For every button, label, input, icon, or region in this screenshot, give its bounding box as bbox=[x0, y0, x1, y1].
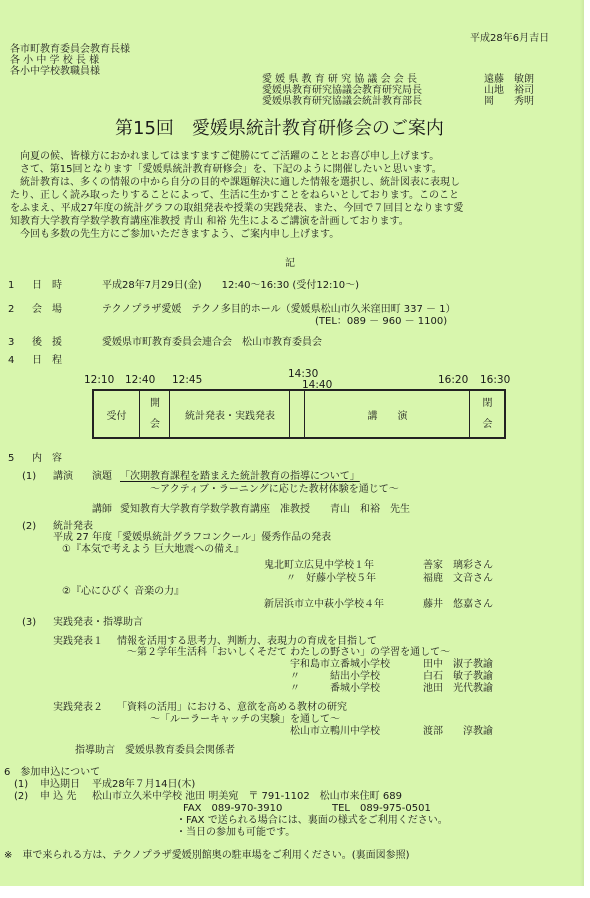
sender-title-2: 愛媛県教育研究協議会教育研究局長 bbox=[262, 85, 422, 96]
time-1210: 12:10 bbox=[84, 374, 115, 386]
schedule-opening-2: 会 bbox=[150, 419, 160, 430]
schedule-opening bbox=[139, 391, 170, 437]
parking-footnote: ※ 車で来られる方は、テクノプラザ愛媛別館奥の駐車場をご利用ください。(裏面図参照) bbox=[4, 850, 410, 861]
apply-note-1: ・FAX で送られる場合には、裏面の様式をご利用ください。 bbox=[176, 815, 448, 826]
apply-to-value: 松山市立久米中学校 池田 明美宛 〒 791-1102 松山市来住町 689 bbox=[92, 791, 402, 802]
practice-heading: 実践発表・指導助言 bbox=[53, 617, 143, 628]
advice-label: 指導助言 bbox=[75, 745, 115, 756]
apply-to-label: 申 込 先 bbox=[40, 791, 77, 802]
lecturer-label: 講師 bbox=[92, 504, 112, 515]
item-1-label: 日 時 bbox=[32, 280, 62, 291]
practice-1-school-1: 宇和島市立番城小学校 bbox=[290, 659, 390, 670]
stats-work-1-name-1: 善家 璃彩さん bbox=[423, 560, 493, 571]
intro-line-7: 今回も多数の先生方にご参加いただきますよう、ご案内申し上げます。 bbox=[10, 229, 340, 240]
apply-tel: TEL 089-975-0501 bbox=[332, 803, 431, 814]
addressee-2: 各 小 中 学 校 長 様 bbox=[10, 55, 100, 66]
stats-work-2: ②『心にひびく 音楽の力』 bbox=[62, 586, 185, 597]
stats-work-1-school-2: 〃 好藤小学校５年 bbox=[286, 573, 376, 584]
item-4-label: 日 程 bbox=[32, 355, 62, 366]
time-1440: 14:40 bbox=[302, 379, 333, 391]
stats-heading: 統計発表 bbox=[53, 521, 93, 532]
advice-value: 愛媛県教育委員会関係者 bbox=[125, 745, 235, 756]
intro-line-2: さて、第15回となります「愛媛県統計教育研修会」を、下記のように開催したいと思います。 bbox=[10, 164, 442, 175]
practice-1-name-1: 田中 淑子教諭 bbox=[423, 659, 493, 670]
practice-2-label: 実践発表２ bbox=[53, 702, 103, 713]
schedule-closing bbox=[469, 391, 505, 437]
schedule-closing-2: 会 bbox=[482, 419, 493, 430]
apply-fax: FAX 089-970-3910 bbox=[183, 803, 283, 814]
item-3-value: 愛媛県市町教育委員会連合会 松山市教育委員会 bbox=[102, 337, 322, 348]
practice-1-subtitle: ～第２学年生活科「おいしくそだて わたしの野さい」の学習を通して～ bbox=[127, 647, 451, 658]
lecture-kind: 講演 bbox=[53, 471, 73, 482]
item-4-number: 4 bbox=[8, 355, 15, 366]
schedule-break bbox=[289, 391, 305, 437]
intro-line-5: をふまえ、平成27年度の統計グラフの取組発表や授業の実践発表、また、今回で７回目となります愛 bbox=[10, 203, 464, 214]
item-3-number: 3 bbox=[8, 337, 15, 348]
practice-number: (3) bbox=[22, 617, 37, 628]
lecturer: 愛知教育大学教育学数学教育講座 准教授 青山 和裕 先生 bbox=[120, 504, 410, 515]
practice-2-title: 「資料の活用」における、意欲を高める教材の研究 bbox=[117, 702, 347, 713]
time-1630: 16:30 bbox=[480, 374, 511, 386]
apply-note-2: ・当日の参加も可能です。 bbox=[176, 827, 296, 838]
item-1-number: 1 bbox=[8, 280, 15, 291]
schedule-lecture: 講 演 bbox=[304, 391, 470, 437]
practice-1-title: 情報を活用する思考力、判断力、表現力の育成を目指して bbox=[117, 636, 377, 647]
page-title: 第15回 愛媛県統計教育研修会のご案内 bbox=[115, 118, 444, 139]
schedule-closing-1: 閉 bbox=[482, 398, 493, 409]
practice-1-name-2: 白石 敏子教諭 bbox=[423, 671, 493, 682]
stats-subheading: 平成 27 年度「愛媛県統計グラフコンクール」優秀作品の発表 bbox=[53, 532, 332, 543]
item-3-label: 後 援 bbox=[32, 337, 62, 348]
deadline-value: 平成28年７月14日(木) bbox=[92, 779, 196, 790]
time-1430: 14:30 bbox=[288, 368, 319, 380]
schedule-opening-1: 開 bbox=[150, 398, 160, 409]
intro-line-1: 向夏の候、皆様方におかれましてはますますご健勝にてご活躍のこととお喜び申し上げます。 bbox=[10, 151, 440, 162]
deadline-number: (1) bbox=[14, 779, 29, 790]
intro-line-4: たり、正しく読み取ったりすることによって、生活に生かすことをねらいとしております。このこと bbox=[10, 190, 459, 201]
item-5-label: 内 容 bbox=[32, 453, 62, 464]
sender-title-1: 愛 媛 県 教 育 研 究 協 議 会 会 長 bbox=[262, 74, 417, 85]
practice-1-label: 実践発表１ bbox=[53, 636, 103, 647]
time-1245: 12:45 bbox=[172, 374, 203, 386]
lecture-theme-label: 演題 bbox=[92, 471, 112, 482]
stats-work-1-school-1: 鬼北町立広見中学校１年 bbox=[264, 560, 374, 571]
item-2-value: テクノプラザ愛媛 テクノ多目的ホール（愛媛県松山市久米窪田町 337 － 1） bbox=[102, 304, 456, 315]
item-2-number: 2 bbox=[8, 304, 15, 315]
sender-title-3: 愛媛県教育研究協議会統計教育部長 bbox=[262, 96, 422, 107]
lecture-number: (1) bbox=[22, 471, 37, 482]
application-heading: 6 参加申込について bbox=[4, 767, 101, 778]
sender-name-1: 遠藤 敏朗 bbox=[484, 74, 534, 85]
addressee-3: 各小中学校教職員様 bbox=[10, 66, 100, 77]
schedule-presentations: 統計発表・実践発表 bbox=[169, 391, 290, 437]
lecture-theme: 「次期教育課程を踏まえた統計教育の指導について」 bbox=[120, 471, 360, 482]
practice-1-name-3: 池田 光代教諭 bbox=[423, 683, 493, 694]
practice-2-school: 松山市立鴨川中学校 bbox=[290, 726, 380, 737]
sender-name-2: 山地 裕司 bbox=[484, 85, 534, 96]
schedule-reception: 受付 bbox=[106, 410, 127, 422]
ki-mark: 記 bbox=[285, 258, 295, 269]
stats-work-2-name: 藤井 悠嘉さん bbox=[423, 599, 493, 610]
stats-work-1: ①『本気で考えよう 巨大地震への備え』 bbox=[62, 544, 245, 555]
apply-to-number: (2) bbox=[14, 791, 29, 802]
issue-date: 平成28年6月吉日 bbox=[470, 33, 550, 44]
time-1620: 16:20 bbox=[438, 374, 469, 386]
deadline-label: 申込期日 bbox=[40, 779, 80, 790]
practice-2-name: 渡部 淳教諭 bbox=[423, 726, 493, 737]
schedule-table bbox=[92, 389, 506, 439]
practice-1-school-2: 〃 結出小学校 bbox=[290, 671, 380, 682]
practice-2-subtitle: ～「ルーラーキャッチの実験」を通して～ bbox=[150, 714, 340, 725]
venue-tel: (TEL：089 － 960 － 1100) bbox=[315, 316, 448, 327]
stats-work-2-school: 新居浜市立中萩小学校４年 bbox=[264, 599, 384, 610]
stats-number: (2) bbox=[22, 521, 37, 532]
addressee-1: 各市町教育委員会教育長様 bbox=[10, 44, 130, 55]
sender-name-3: 岡 秀明 bbox=[484, 96, 534, 107]
item-1-value: 平成28年7月29日(金) 12:40～16:30 (受付12:10～) bbox=[102, 280, 360, 291]
stats-work-1-name-2: 福鹿 文音さん bbox=[423, 573, 493, 584]
item-2-label: 会 場 bbox=[32, 304, 62, 315]
item-5-number: 5 bbox=[8, 453, 15, 464]
intro-line-3: 統計教育は、多くの情報の中から自分の目的や課題解決に適した情報を選択し、統計図表に表現し bbox=[10, 177, 460, 188]
lecture-subtitle: ～アクティブ・ラーニングに応じた教材体験を通じて～ bbox=[150, 484, 399, 495]
time-1240: 12:40 bbox=[125, 374, 156, 386]
intro-line-6: 知教育大学教育学数学教育講座准教授 青山 和裕 先生によるご講演を計画しております。 bbox=[10, 216, 409, 227]
practice-1-school-3: 〃 番城小学校 bbox=[290, 683, 380, 694]
